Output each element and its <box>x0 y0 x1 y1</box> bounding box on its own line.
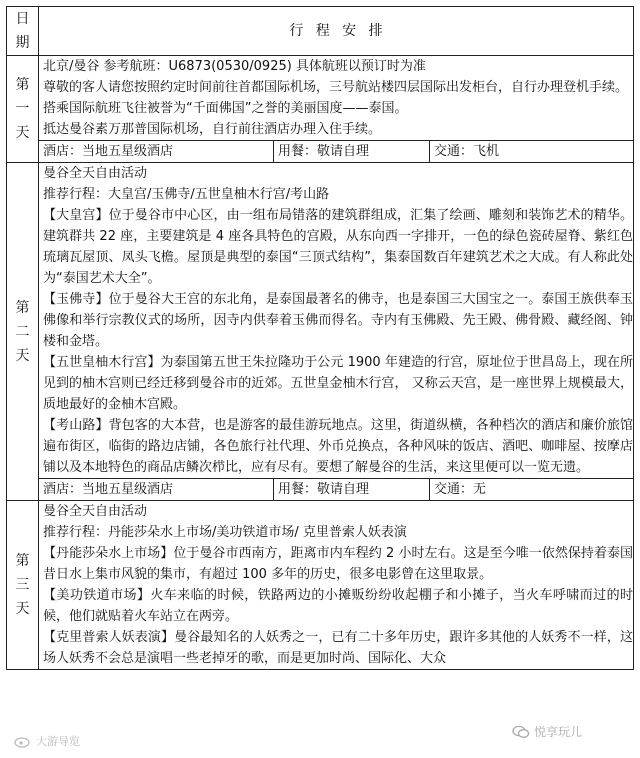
weibo-icon <box>14 734 32 748</box>
day-1-services <box>39 140 633 162</box>
day-paragraph: 搭乘国际航班飞往被誉为“千面佛国”之誉的美丽国度——泰国。 <box>43 101 408 116</box>
attraction-vimanmek: 【五世皇柚木行宫】为泰国第五世王朱拉隆功于公元 1900 年建造的行宫，原址位于世昌岛上，现在所见到的柚木宫则已经迁移到曼谷市的近郊。五世皇金柚木行宫， 又称云天宫，是一座世界上规模最大，质地最好的金柚木宫殿。 <box>43 355 633 412</box>
hotel-cell: 酒店：当地五星级酒店 <box>39 479 274 500</box>
day-label-char: 天 <box>15 125 30 141</box>
day-paragraph: 抵达曼谷素万那普国际机场，自行前往酒店办理入住手续。 <box>43 122 382 137</box>
day-label-char: 第 <box>15 299 30 316</box>
day-label-char: 二 <box>15 323 30 340</box>
day-label-char: 第 <box>15 553 30 569</box>
watermark-left-text: 大游导览 <box>36 735 80 748</box>
watermark-right <box>512 723 582 740</box>
watermark-right-text: 悦享玩儿 <box>534 725 583 739</box>
date-header-char: 日 <box>15 11 30 27</box>
attraction-emerald-buddha: 【玉佛寺】位于曼谷大王宫的东北角，是泰国最著名的佛寺，也是泰国三大国宝之一。泰国王族供奉玉佛像和举行宗教仪式的场所，因寺内供奉着玉佛而得名。寺内有玉佛殿、先王殿、佛骨殿、藏经阁、钟楼和金塔。 <box>43 292 633 349</box>
day-content-2 <box>39 163 634 501</box>
day-row-1 <box>7 56 634 163</box>
day-label-3 <box>7 501 39 670</box>
hotel-cell: 酒店：当地五星级酒店 <box>39 141 274 162</box>
date-header-char: 期 <box>15 35 30 51</box>
day-heading: 曼谷全天自由活动 <box>43 166 148 181</box>
day-label-char: 三 <box>15 577 30 593</box>
wechat-icon <box>512 725 530 739</box>
attraction-grand-palace: 【大皇宫】位于曼谷市中心区，由一组布局错落的建筑群组成，汇集了绘画、雕刻和装饰艺术的精华。建筑群共 22 座，主要建筑是 4 座各具特色的宫殿，从东向西一字排开，一色的绿色瓷砖屋脊、紫红色琉璃瓦屋顶、凤头飞檐。屋顶是典型的泰国“三顶式结构”，集泰国数百年建筑艺术之大成。有人称此处为“泰国艺术大全”。 <box>43 208 633 286</box>
day-label-2 <box>7 163 39 501</box>
day-label-char: 一 <box>15 101 30 117</box>
recommended-route: 推荐行程：大皇宫/玉佛寺/五世皇柚木行宫/考山路 <box>43 187 330 202</box>
day-label-char: 天 <box>15 601 30 617</box>
day-label-char: 天 <box>15 347 30 364</box>
itinerary-title: 行 程 安 排 <box>39 7 634 56</box>
meals-cell: 用餐：敬请自理 <box>274 479 430 500</box>
watermark-left <box>14 733 80 749</box>
date-header-cell <box>7 7 39 56</box>
day-label-char: 第 <box>15 77 30 93</box>
meals-cell: 用餐：敬请自理 <box>274 141 430 162</box>
day-row-2 <box>7 163 634 501</box>
day-heading: 曼谷全天自由活动 <box>43 504 148 519</box>
header-row <box>7 7 634 56</box>
attraction-railway-market: 【美功铁道市场】火车来临的时候，铁路两边的小摊贩纷纷收起棚子和小摊子，当火车呼啸而过的时候，他们就贴着火车站立在两旁。 <box>43 588 633 624</box>
day-paragraph: 尊敬的客人请您按照约定时间前往首都国际机场，三号航站楼四层国际出发柜台，自行办理登机手续。 <box>43 80 629 95</box>
day-row-3 <box>7 501 634 670</box>
attraction-khaosan-road: 【考山路】背包客的大本营，也是游客的最佳游玩地点。这里，街道纵横，各种档次的酒店和廉价旅馆遍布街区，临街的路边店铺，各色旅行社代理、外币兑换点，各种风味的饭店、酒吧、咖啡屋、按摩店铺以及本地特色的商品店鳞次栉比，应有尽有。要想了解曼谷的生活，来这里便可以一览无遗。 <box>43 418 633 475</box>
transport-cell: 交通：无 <box>434 482 487 497</box>
itinerary-table <box>6 6 634 670</box>
attraction-calypso-show: 【克里普索人妖表演】曼谷最知名的人妖秀之一，已有二十多年历史，跟许多其他的人妖秀不一样，这场人妖秀不会总是演唱一些老掉牙的歌，而是更加时尚、国际化、大众 <box>43 630 633 666</box>
day-label-1 <box>7 56 39 163</box>
attraction-floating-market: 【丹能莎朵水上市场】位于曼谷市西南方，距离市内车程约 2 小时左右。这是至今唯一依然保持着泰国昔日水上集市风貌的集市，有超过 100 多年的历史，很多电影曾在这里取景。 <box>43 546 633 582</box>
transport-cell: 交通：飞机 <box>434 144 500 159</box>
day-content-1 <box>39 56 634 163</box>
recommended-route: 推荐行程：丹能莎朵水上市场/美功铁道市场/ 克里普索人妖表演 <box>43 525 407 540</box>
flight-info: 北京/曼谷 参考航班：U6873(0530/0925) 具体航班以预订时为准 <box>43 59 426 74</box>
day-2-services <box>39 478 633 500</box>
day-content-3 <box>39 501 634 670</box>
